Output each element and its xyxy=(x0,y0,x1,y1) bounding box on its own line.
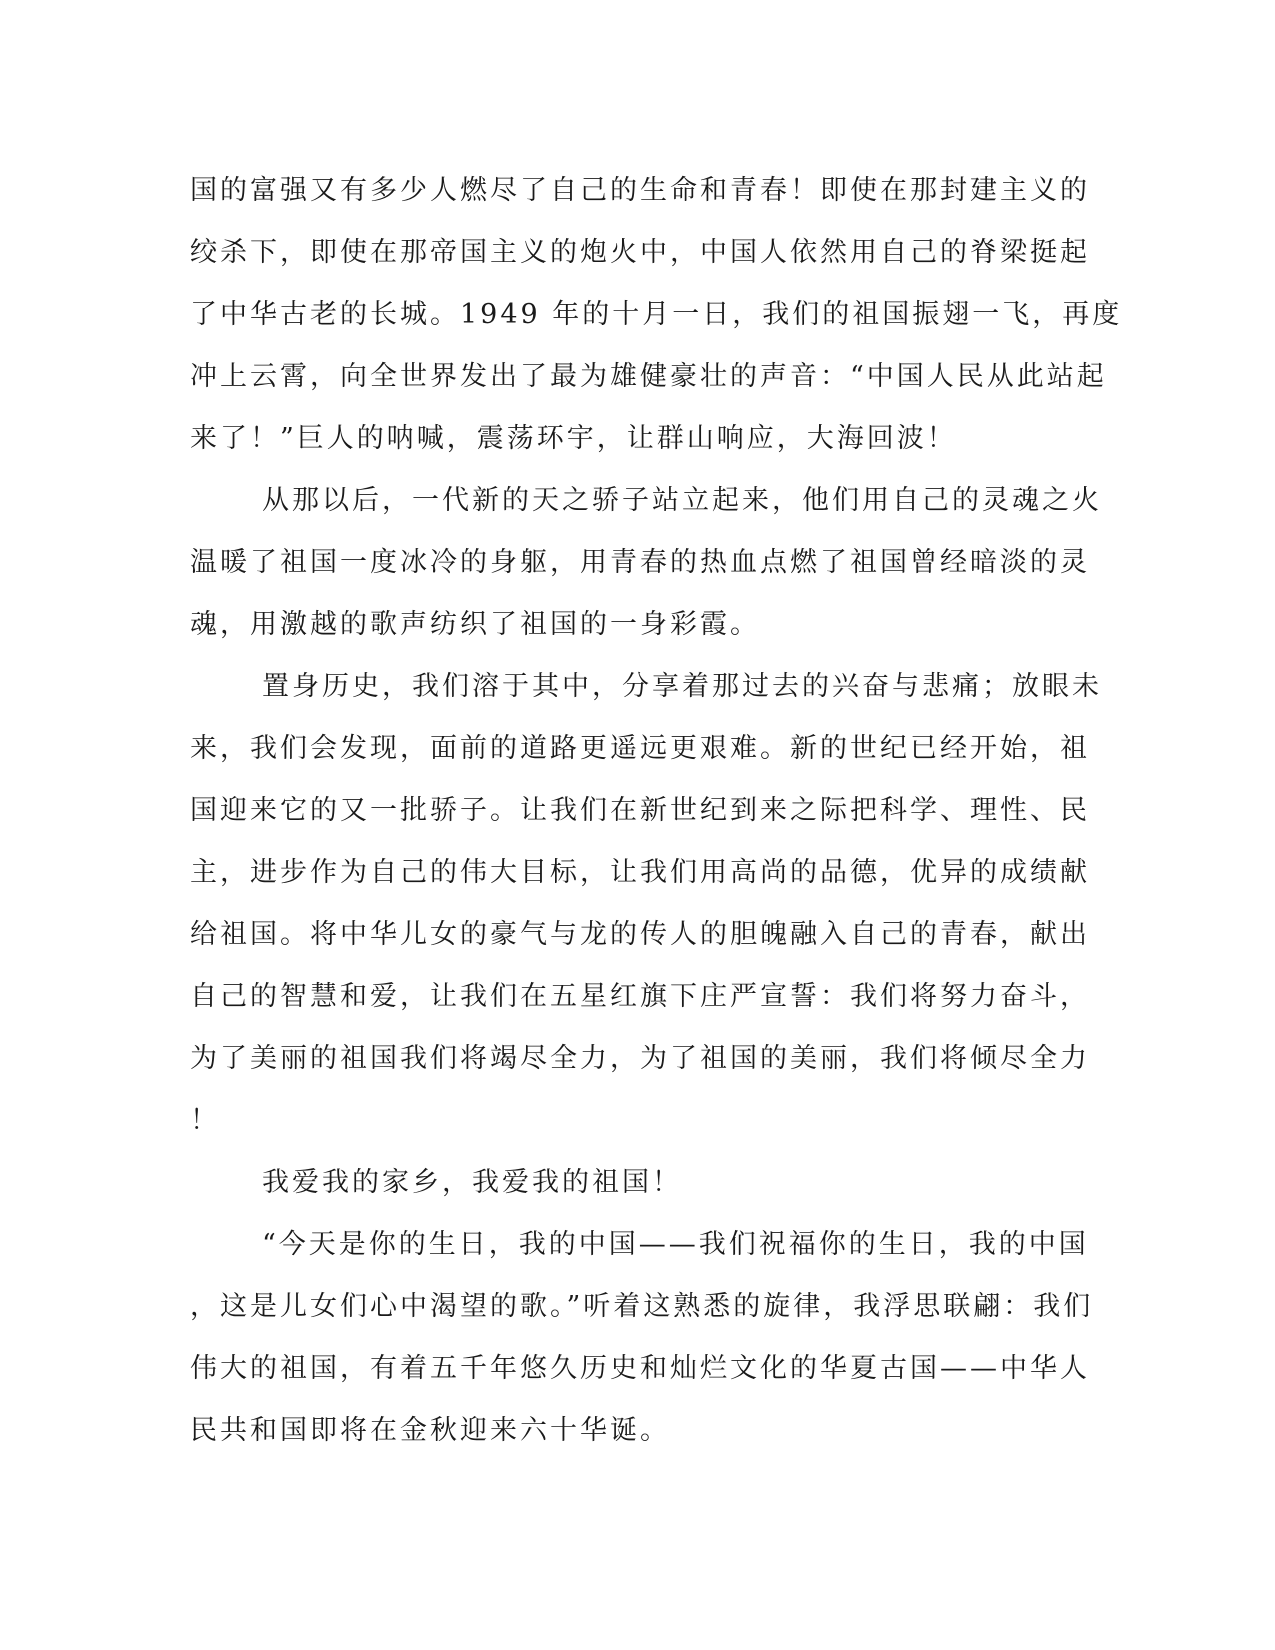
paragraph xyxy=(190,656,1102,1152)
text-line: 伟大的祖国，有着五千年悠久历史和灿烂文化的华夏古国——中华人 xyxy=(190,1353,1090,1384)
text-line: 我爱我的家乡，我爱我的祖国！ xyxy=(262,1167,682,1198)
text-line: ，这是儿女们心中渴望的歌。”听着这熟悉的旋律，我浮思联翩：我们 xyxy=(190,1291,1094,1322)
text-line: 来，我们会发现，面前的道路更遥远更艰难。新的世纪已经开始，祖 xyxy=(190,733,1090,764)
text-line: 了中华古老的长城。1949 年的十月一日，我们的祖国振翅一飞，再度 xyxy=(190,299,1123,330)
text-line: 冲上云霄，向全世界发出了最为雄健豪壮的声音：“中国人民从此站起 xyxy=(190,361,1107,392)
text-line: 从那以后，一代新的天之骄子站立起来，他们用自己的灵魂之火 xyxy=(262,485,1102,516)
text-line: 国的富强又有多少人燃尽了自己的生命和青春！即使在那封建主义的 xyxy=(190,175,1090,206)
paragraph xyxy=(190,160,1123,470)
text-line: 绞杀下，即使在那帝国主义的炮火中，中国人依然用自己的脊梁挺起 xyxy=(190,237,1090,268)
paragraph xyxy=(190,1152,1080,1214)
text-line: 民共和国即将在金秋迎来六十华诞。 xyxy=(190,1415,670,1446)
paragraph xyxy=(190,1214,1094,1462)
text-line: 给祖国。将中华儿女的豪气与龙的传人的胆魄融入自己的青春，献出 xyxy=(190,919,1090,950)
text-line: 魂，用激越的歌声纺织了祖国的一身彩霞。 xyxy=(190,609,760,640)
text-line: “今天是你的生日，我的中国——我们祝福你的生日，我的中国 xyxy=(262,1229,1089,1260)
text-line: 主，进步作为自己的伟大目标，让我们用高尚的品德，优异的成绩献 xyxy=(190,857,1090,888)
text-line: 置身历史，我们溶于其中，分享着那过去的兴奋与悲痛；放眼未 xyxy=(262,671,1102,702)
text-line: 来了！”巨人的呐喊，震荡环宇，让群山响应，大海回波！ xyxy=(190,423,957,454)
text-line: 为了美丽的祖国我们将竭尽全力，为了祖国的美丽，我们将倾尽全力 xyxy=(190,1043,1090,1074)
body-text xyxy=(190,160,1123,1462)
paragraph xyxy=(190,470,1102,656)
text-line: ！ xyxy=(190,1105,220,1136)
text-line: 自己的智慧和爱，让我们在五星红旗下庄严宣誓：我们将努力奋斗， xyxy=(190,981,1090,1012)
text-line: 温暖了祖国一度冰冷的身躯，用青春的热血点燃了祖国曾经暗淡的灵 xyxy=(190,547,1090,578)
text-line: 国迎来它的又一批骄子。让我们在新世纪到来之际把科学、理性、民 xyxy=(190,795,1090,826)
